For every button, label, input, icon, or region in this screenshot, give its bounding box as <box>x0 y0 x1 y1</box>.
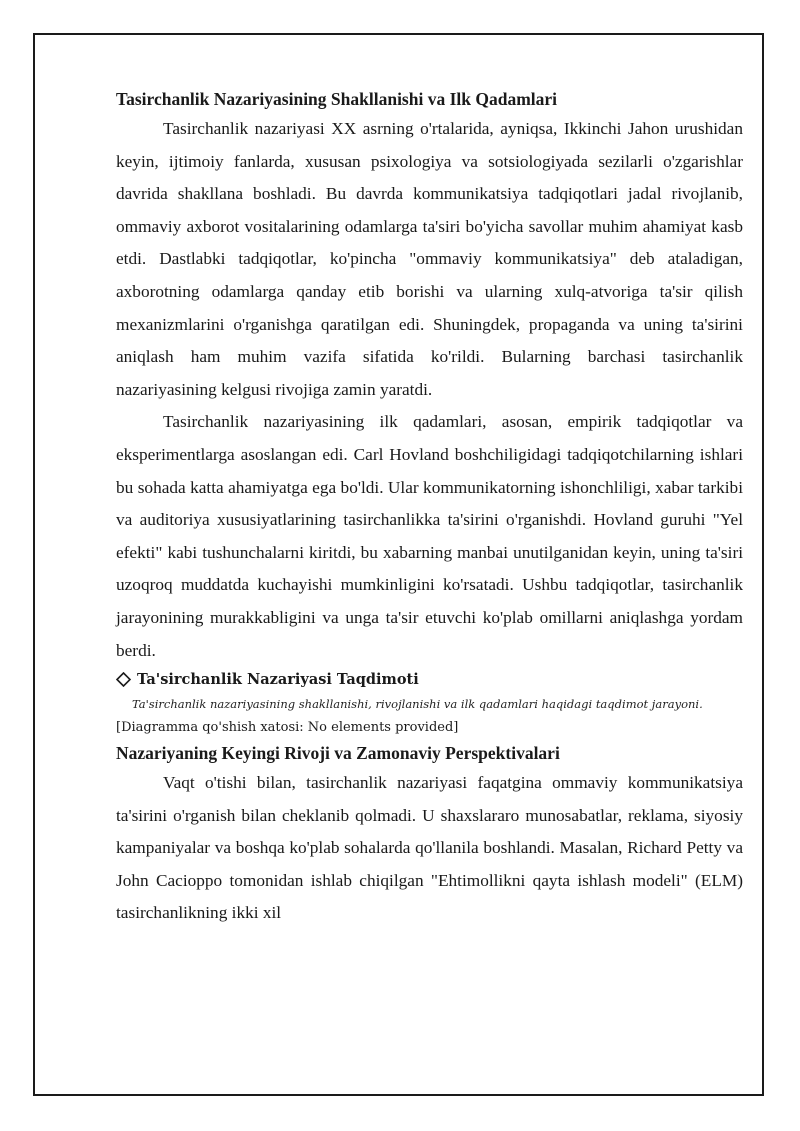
paragraph-2: Tasirchanlik nazariyasining ilk qadamlari, asosan, empirik tadqiqotlar va eksperimentlarga asoslangan edi. Carl Hovland boshchiligidagi tadqiqotchilarning ishlari bu sohada katta ahamiyatga ega bo'ldi. Ular kommunikatorning ishonchliligi, xabar tarkibi va auditoriya xususiyatlarining tasirchanlikka ta'sirini o'rganishdi. Hovland guruhi "Yel efekti" kabi tushunchalarni kiritdi, bu xabarning manbai unutilganidan keyin, uning ta'siri uzoqroq muddatda kuchayishi mumkinligini ko'rsatadi. Ushbu tadqiqotlar, tasirchanlik jarayonining murakkabligini va unga ta'sir etuvchi ko'plab omillarni aniqlashga yordam berdi. <box>116 412 743 660</box>
diagram-title: Ta'sirchanlik Nazariyasi Taqdimoti <box>137 670 419 688</box>
diagram-caption: Ta'sirchanlik nazariyasining shakllanishi, rivojlanishi va ilk qadamlari haqidagi taqdimot jarayoni. <box>132 697 703 712</box>
section-heading-1: Tasirchanlik Nazariyasining Shakllanishi va Ilk Qadamlari <box>116 89 558 109</box>
paragraph-1: Tasirchanlik nazariyasi XX asrning o'rtalarida, ayniqsa, Ikkinchi Jahon urushidan keyin, ijtimoiy fanlarda, xususan psixologiya va sotsiologiyada sezilarli o'zgarishlar davrida shakllana boshladi. Bu davrda kommunikatsiya tadqiqotlari jadal rivojlanib, ommaviy axborot vositalarining odamlarga ta'siri bo'yicha savollar muhim ahamiyat kasb etdi. Dastlabki tadqiqotlar, ko'pincha "ommaviy kommunikatsiya" deb ataladigan, axborotning odamlarga qanday etib borishi va ularning xulq-atvoriga ta'sir qilish mexanizmlarini o'rganishga qaratilgan edi. Shuningdek, propaganda va uning ta'sirini aniqlash ham muhim vazifa sifatida ko'rildi. Bularning barchasi tasirchanlik nazariyasining kelgusi rivojiga zamin yaratdi. <box>116 119 743 399</box>
paragraph-3: Vaqt o'tishi bilan, tasirchanlik nazariyasi faqatgina ommaviy kommunikatsiya ta'sirini o'rganish bilan cheklanib qolmadi. U shaxslararo munosabatlar, reklama, siyosiy kampaniyalar va boshqa ko'plab sohalarda qo'llanila boshlandi. Masalan, Richard Petty va John Cacioppo tomonidan ishlab chiqilgan "Ehtimollikni qayta ishlash modeli" (ELM) tasirchanlikning ikki xil <box>116 773 743 923</box>
diagram-error-message: [Diagramma qo'shish xatosi: No elements provided] <box>116 720 459 736</box>
document-body <box>116 85 743 930</box>
diagram-title-row <box>116 667 743 691</box>
section-heading-2: Nazariyaning Keyingi Rivoji va Zamonaviy Perspektivalari <box>116 743 560 764</box>
diagram-placeholder <box>116 667 743 739</box>
diamond-icon <box>116 672 131 687</box>
